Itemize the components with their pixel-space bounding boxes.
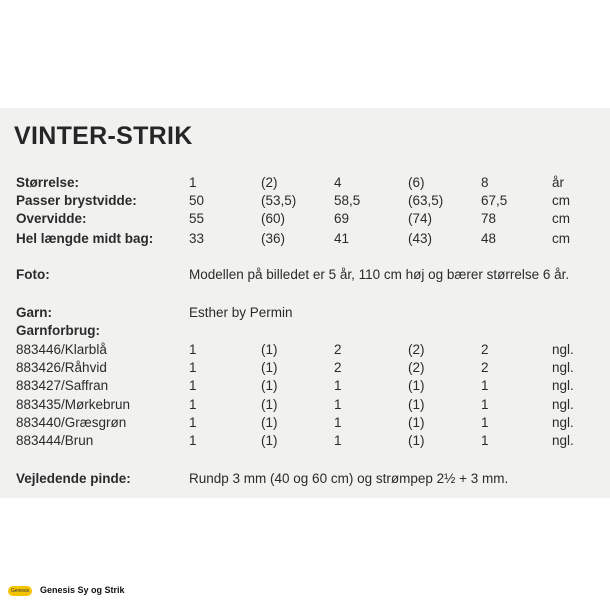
cell: 2 [481,360,489,375]
cell: (63,5) [408,193,444,208]
cell: 1 [189,342,197,357]
row-label: Foto: [16,267,50,282]
cell: (6) [408,175,425,190]
cell: (1) [261,342,278,357]
row-label: Vejledende pinde: [16,471,131,486]
cell: (1) [408,378,425,393]
row-label: Garnforbrug: [16,323,100,338]
cell: 1 [189,378,197,393]
cell: 78 [481,211,497,226]
cell: 1 [481,415,489,430]
yarn-row-item [0,396,610,414]
cell: (2) [408,342,425,357]
cell: 1 [189,397,197,412]
photo-row [0,266,610,284]
cell: (1) [408,397,425,412]
footer-brand: Genesis Sy og Strik [40,585,125,595]
unit: ngl. [552,397,574,412]
unit: år [552,175,565,190]
cell: (1) [261,378,278,393]
yarn-row-item [0,359,610,377]
cell: 41 [334,231,350,246]
yarn-name: 883435/Mørkebrun [16,397,131,412]
unit: ngl. [552,342,574,357]
cell: 2 [334,360,342,375]
cell: 8 [481,175,489,190]
yarn-usage-heading [0,322,610,340]
cell: 1 [334,378,342,393]
cell: (53,5) [261,193,297,208]
cell: (1) [261,360,278,375]
cell: 2 [481,342,489,357]
cell: 1 [481,378,489,393]
cell: (1) [408,415,425,430]
unit: cm [552,231,570,246]
cell: (1) [261,433,278,448]
needles-text: Rundp 3 mm (40 og 60 cm) og strømpep 2½ + 3 mm. [189,471,509,486]
unit: cm [552,193,570,208]
over-width-row [0,210,610,228]
cell: 1 [189,415,197,430]
row-label: Hel længde midt bag: [16,231,154,246]
cell: 55 [189,211,205,226]
yarn-name: 883426/Råhvid [16,360,107,375]
cell: 1 [481,433,489,448]
cell: 69 [334,211,350,226]
cell: 4 [334,175,342,190]
full-length-row [0,230,610,248]
cell: 1 [481,397,489,412]
sizes-row [0,174,610,192]
cell: 33 [189,231,205,246]
yarn-row [0,304,610,322]
needles-row [0,470,610,488]
row-label: Passer brystvidde: [16,193,137,208]
photo-text: Modellen på billedet er 5 år, 110 cm høj og bærer størrelse 6 år. [189,267,570,282]
row-label: Garn: [16,305,53,320]
cell: 1 [334,433,342,448]
row-label: Overvidde: [16,211,87,226]
cell: (1) [261,415,278,430]
cell: 1 [334,397,342,412]
unit: ngl. [552,415,574,430]
yarn-name: 883446/Klarblå [16,342,107,357]
cell: 1 [189,175,197,190]
unit: ngl. [552,433,574,448]
cell: (43) [408,231,433,246]
chest-fit-row [0,192,610,210]
cell: (36) [261,231,286,246]
cell: (1) [408,433,425,448]
cell: (60) [261,211,286,226]
yarn-row-item [0,414,610,432]
yarn-name: 883427/Saffran [16,378,109,393]
yarn-row-item [0,341,610,359]
yarn-row-item [0,377,610,395]
cell: (74) [408,211,433,226]
yarn-row-item [0,432,610,450]
yarn-name: 883440/Græsgrøn [16,415,127,430]
cell: 1 [189,433,197,448]
cell: (2) [408,360,425,375]
cell: 58,5 [334,193,361,208]
unit: ngl. [552,360,574,375]
genesis-logo-icon: Genesis [8,586,32,596]
cell: 48 [481,231,497,246]
cell: 50 [189,193,205,208]
unit: ngl. [552,378,574,393]
yarn-text: Esther by Permin [189,305,293,320]
row-label: Størrelse: [16,175,80,190]
pattern-title: VINTER-STRIK [14,122,193,150]
cell: 1 [189,360,197,375]
cell: 1 [334,415,342,430]
cell: 2 [334,342,342,357]
cell: 67,5 [481,193,508,208]
unit: cm [552,211,570,226]
yarn-name: 883444/Brun [16,433,94,448]
cell: (1) [261,397,278,412]
cell: (2) [261,175,278,190]
